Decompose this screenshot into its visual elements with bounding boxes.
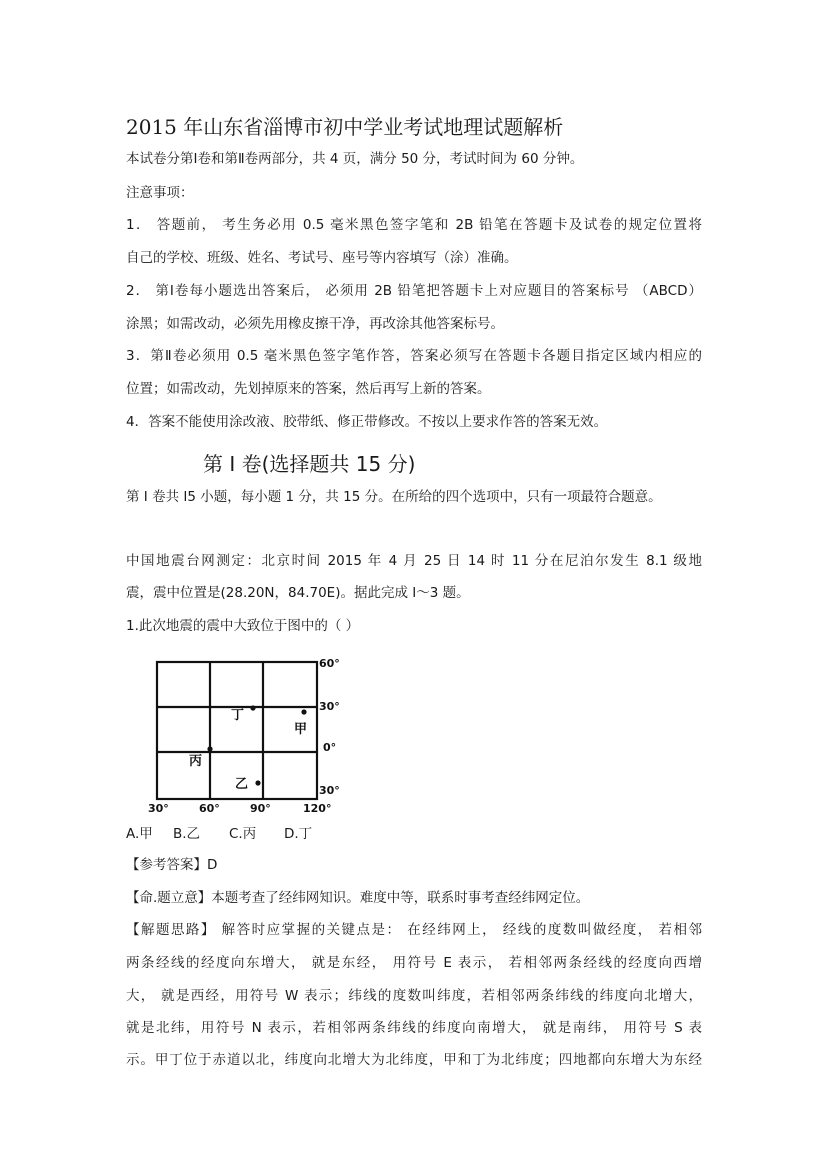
point-jia-marker: [301, 709, 306, 714]
latlong-grid-map: [140, 652, 350, 812]
option-a: A.甲: [126, 826, 153, 842]
notice-line: 自己的学校、班级、姓名、考试号、座号等内容填写（涂）准确。: [126, 250, 518, 266]
section-title: 第 I 卷(选择题共 15 分): [203, 452, 416, 476]
option-c: C.丙: [229, 826, 257, 842]
notice-line: 2． 第Ⅰ卷每小题选出答案后， 必须用 2B 铅笔把答题卡上对应题目的答案标号 （ABCD）: [126, 283, 702, 299]
notice-line: 位置；如需改动，先划掉原来的答案，然后再写上新的答案。: [126, 381, 491, 397]
material-line: 震，震中位置是(28.20N，84.70E)。据此完成 I～3 题。: [126, 585, 470, 601]
intent-text: 本题考查了经纬网知识。难度中等，联系时事考查经纬网定位。: [211, 890, 590, 906]
answer-line: [126, 856, 217, 874]
question-1: 1.此次地震的震中大致位于图中的（ ）: [126, 618, 360, 634]
material-line: 中国地震台网测定：北京时间 2015 年 4 月 25 日 14 时 11 分在尼泊尔发生 8.1 级地: [126, 553, 702, 569]
point-yi-label: 乙: [235, 777, 249, 792]
point-ding-marker: [250, 705, 255, 710]
notice-heading: 注意事项：: [126, 185, 194, 201]
notice-line: 涂黑；如需改动，必须先用橡皮擦干净，再改涂其他答案标号。: [126, 316, 504, 332]
point-jia-label: 甲: [294, 722, 308, 737]
analysis-text: 解答时应掌握的关键点是： 在经纬网上， 经线的度数叫做经度， 若相邻: [215, 922, 702, 938]
exam-intro: 本试卷分第Ⅰ卷和第Ⅱ卷两部分，共 4 页，满分 50 分，考试时间为 60 分钟。: [126, 151, 584, 167]
lon-label: 120°: [303, 802, 332, 812]
notice-line: 1． 答题前， 考生务必用 0.5 毫米黑色签字笔和 2B 铅笔在答题卡及试卷的规定位置将: [126, 217, 702, 233]
lat-label: 60°: [319, 657, 340, 670]
option-d: D.丁: [284, 826, 313, 842]
lon-label: 30°: [148, 802, 169, 812]
analysis-line: 就是北纬，用符号 N 表示，若相邻两条纬线的纬度向南增大， 就是南纬， 用符号 S 表: [126, 1020, 702, 1036]
lat-label: 30°: [319, 700, 340, 713]
lon-label: 60°: [199, 802, 220, 812]
analysis-label: 【解题思路】: [126, 922, 216, 938]
lon-label: 90°: [250, 802, 271, 812]
point-bing-marker: [207, 746, 212, 751]
analysis-line: 大， 就是西经，用符号 W 表示；纬线的度数叫纬度，若相邻两条纬线的纬度向北增大，: [126, 988, 702, 1004]
lat-label: 0°: [323, 741, 337, 754]
notice-line: 3．第Ⅱ卷必须用 0.5 毫米黑色签字笔作答，答案必须写在答题卡各题目指定区域内相应的: [126, 348, 702, 364]
answer-label: 【参考答案】: [126, 857, 207, 873]
point-yi-marker: [255, 780, 260, 785]
analysis-line: 两条经线的经度向东增大， 就是东经， 用符号 E 表示， 若相邻两条经线的经度向西增: [126, 955, 702, 971]
intent-label: 【命.题立意】: [126, 890, 212, 906]
analysis-line: [126, 921, 702, 939]
option-b: B.乙: [173, 826, 201, 842]
analysis-line: 示。甲丁位于赤道以北，纬度向北增大为北纬度，甲和丁为北纬度；四地都向东增大为东经: [126, 1052, 702, 1068]
answer-value: D: [207, 857, 218, 873]
document-title: 2015 年山东省淄博市初中学业考试地理试题解析: [126, 115, 564, 139]
section-description: 第 I 卷共 I5 小题，每小题 1 分，共 15 分。在所给的四个选项中，只有一项最符合题意。: [126, 489, 662, 505]
notice-line: 4．答案不能使用涂改液、胶带纸、修正带修改。不按以上要求作答的答案无效。: [126, 414, 608, 430]
point-ding-label: 丁: [231, 708, 245, 723]
lat-label: 30°: [319, 784, 340, 797]
intent-line: [126, 889, 589, 907]
point-bing-label: 丙: [189, 754, 203, 769]
